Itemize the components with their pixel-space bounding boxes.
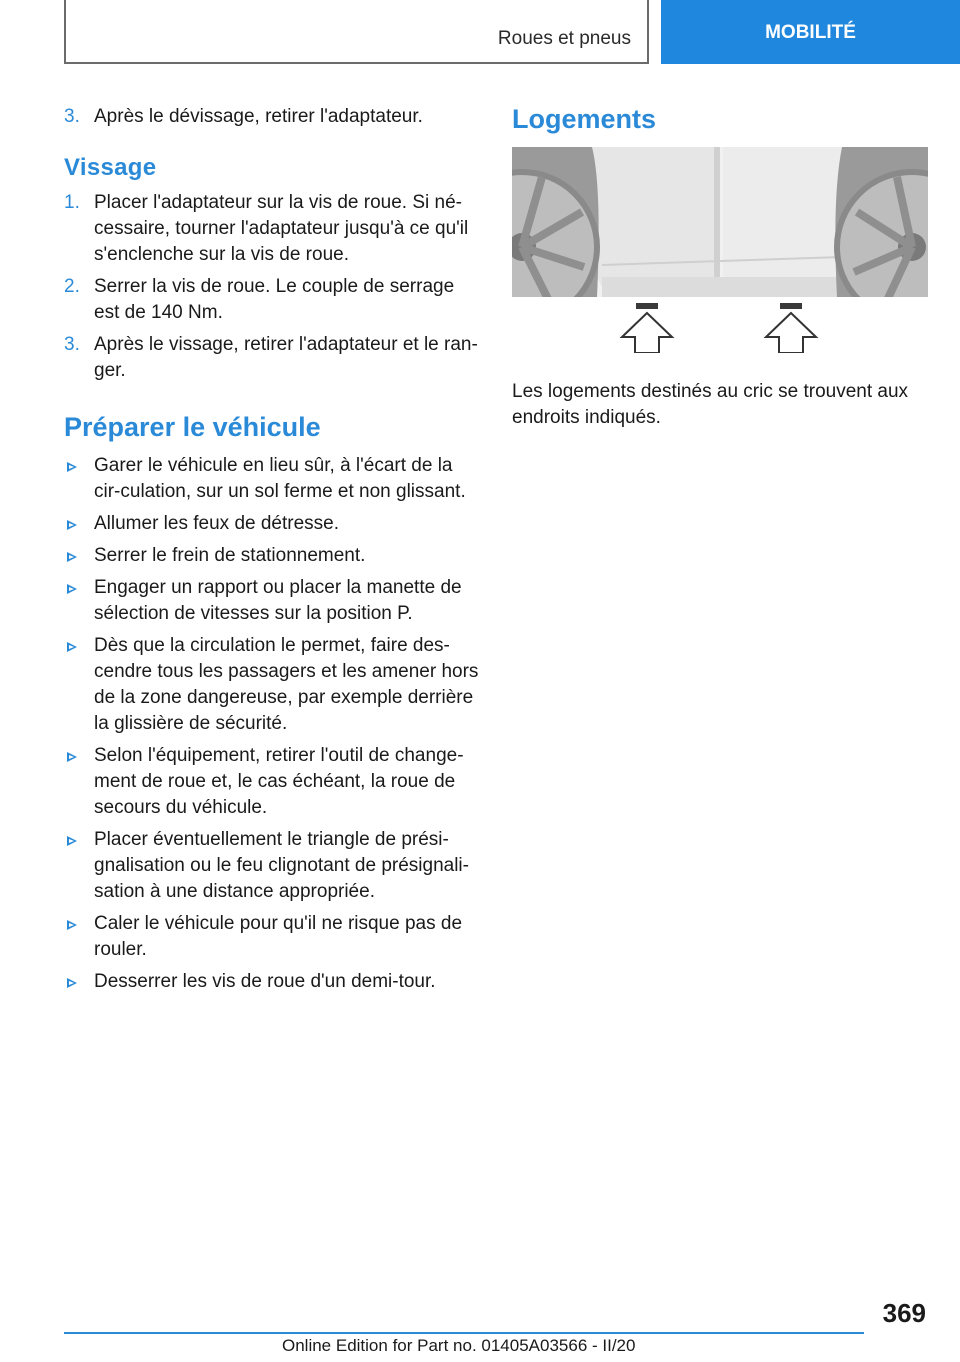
figure-caption: Les logements destinés au cric se trouvent aux endroits indiqués. (512, 381, 909, 428)
step-number: 3. (64, 334, 80, 355)
bullet-text: Selon l'équipement, retirer l'outil de change-ment de roue et, le cas échéant, la roue de secours du véhicule. (94, 745, 464, 818)
triangle-bullet-icon (67, 920, 77, 930)
bullet-item (64, 911, 480, 963)
step-text: Après le dévissage, retirer l'adaptateur. (94, 106, 423, 127)
list-item (64, 104, 480, 130)
bullet-item (64, 633, 480, 737)
step-text: Après le vissage, retirer l'adaptateur et le ran-ger. (94, 334, 478, 381)
list-item (64, 332, 480, 384)
step-number: 3. (64, 106, 80, 127)
section-title: Roues et pneus (497, 28, 631, 49)
triangle-bullet-icon (67, 520, 77, 530)
footer-divider (64, 1332, 864, 1334)
triangle-bullet-icon (67, 642, 77, 652)
triangle-bullet-icon (67, 836, 77, 846)
bullet-text: Allumer les feux de détresse. (94, 513, 340, 534)
section-heading-vissage: Vissage (64, 154, 157, 181)
edition-line: Online Edition for Part no. 01405A03566 - II/20 (282, 1336, 636, 1355)
bullet-text: Engager un rapport ou placer la manette de sélection de vitesses sur la position P. (94, 577, 462, 624)
chapter-tab (661, 0, 960, 64)
list-item (64, 190, 480, 268)
bullet-item (64, 969, 480, 995)
jacking-points-illustration (512, 147, 928, 353)
triangle-bullet-icon (67, 752, 77, 762)
step-number: 1. (64, 192, 80, 213)
section-heading-preparer: Préparer le véhicule (64, 412, 321, 442)
bullet-text: Serrer le frein de stationnement. (94, 545, 366, 566)
page-number: 369 (882, 1298, 926, 1328)
list-item (64, 274, 480, 326)
step-text: Placer l'adaptateur sur la vis de roue. Si né-cessaire, tourner l'adaptateur jusqu'à ce qu'il s'enclenche sur la vis de roue. (94, 192, 469, 265)
left-column (64, 104, 480, 1001)
car-underside-svg (512, 147, 928, 353)
step-text: Serrer la vis de roue. Le couple de serrage est de 140 Nm. (94, 276, 455, 323)
header-section-box (64, 0, 649, 64)
bullet-item (64, 827, 480, 905)
triangle-bullet-icon (67, 462, 77, 472)
triangle-bullet-icon (67, 552, 77, 562)
right-column (512, 104, 928, 431)
triangle-bullet-icon (67, 584, 77, 594)
bullet-item (64, 453, 480, 505)
triangle-bullet-icon (67, 978, 77, 988)
bullet-text: Desserrer les vis de roue d'un demi-tour. (94, 971, 436, 992)
step-number: 2. (64, 276, 80, 297)
bullet-text: Caler le véhicule pour qu'il ne risque pas de rouler. (94, 913, 463, 960)
bullet-text: Dès que la circulation le permet, faire des-cendre tous les passagers et les amener hors de la zone dangereuse, par exemple derrière la glissière de sécurité. (94, 635, 479, 734)
chapter-title: MOBILITÉ (765, 22, 856, 43)
bullet-item (64, 575, 480, 627)
bullet-text: Garer le véhicule en lieu sûr, à l'écart de la cir-culation, sur un sol ferme et non glissant. (94, 455, 466, 502)
bullet-item (64, 543, 480, 569)
bullet-item (64, 743, 480, 821)
bullet-item (64, 511, 480, 537)
bullet-text: Placer éventuellement le triangle de prési-gnalisation ou le feu clignotant de présignali-sation à une distance appropriée. (94, 829, 469, 902)
section-heading-logements: Logements (512, 104, 657, 134)
